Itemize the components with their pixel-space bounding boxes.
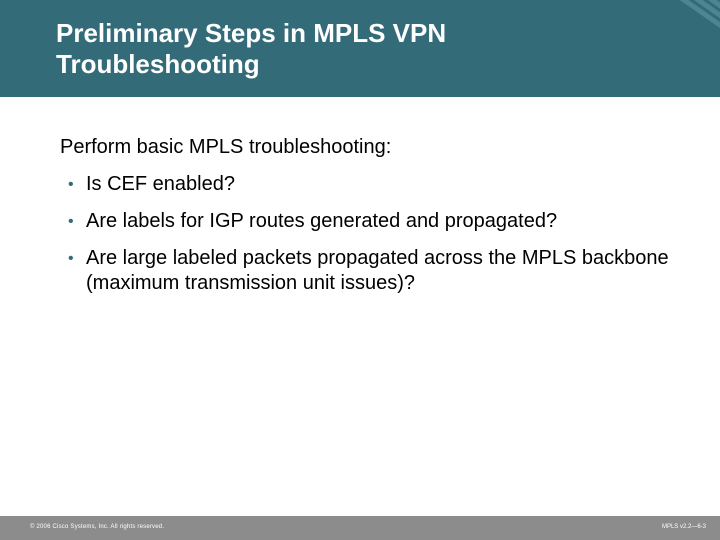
bullet-item xyxy=(60,172,700,197)
bullet-list xyxy=(60,172,700,296)
bullet-item xyxy=(60,246,700,296)
corner-decoration xyxy=(660,0,720,40)
slide-body xyxy=(60,134,700,308)
slide-title: Preliminary Steps in MPLS VPN Troubleshooting xyxy=(56,18,447,79)
course-code: MPLS v2.2—6-3 xyxy=(661,524,706,530)
copyright-text: © 2006 Cisco Systems, Inc. All rights reserved. xyxy=(30,524,165,530)
footer-bar xyxy=(0,516,720,540)
bullet-icon: • xyxy=(68,176,74,193)
bullet-text: Are labels for IGP routes generated and propagated? xyxy=(86,210,558,232)
bullet-icon: • xyxy=(68,250,74,267)
intro-text: Perform basic MPLS troubleshooting: xyxy=(60,136,392,158)
bullet-item xyxy=(60,209,700,234)
bullet-text: Is CEF enabled? xyxy=(86,173,235,195)
bullet-icon: • xyxy=(68,213,74,230)
title-bar xyxy=(0,0,720,97)
bullet-text: Are large labeled packets propagated across the MPLS backbone (maximum transmission unit issues)? xyxy=(86,247,669,294)
